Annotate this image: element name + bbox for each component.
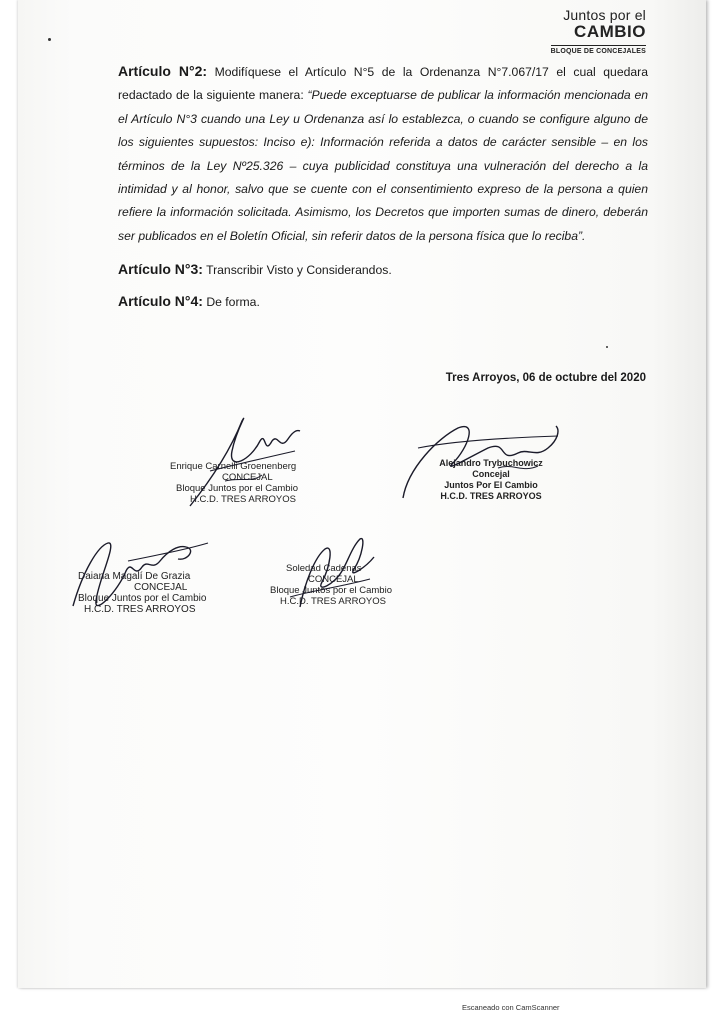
- signature-block-2: [438, 458, 544, 502]
- handwritten-signature-4: [270, 527, 400, 617]
- signer-council: H.C.D. TRES ARROYOS: [84, 604, 196, 615]
- article-3-heading: Artículo N°3:: [118, 261, 203, 278]
- signature-block-3: [78, 571, 206, 615]
- article-4-text: De forma.: [202, 295, 260, 310]
- handwritten-signature-1: [170, 411, 310, 511]
- signer-role: CONCEJAL: [134, 582, 188, 593]
- article-3-text: Transcribir Visto y Considerandos.: [202, 263, 392, 278]
- signature-block-1: [170, 461, 298, 505]
- signer-name: Soledad Cadenas: [286, 563, 362, 574]
- signer-name: Alejandro Trybuchowicz: [439, 458, 543, 468]
- scanner-watermark: Escaneado con CamScanner: [462, 1003, 560, 1012]
- signer-bloc: Bloque Juntos por el Cambio: [78, 593, 207, 604]
- article-2-intro: Modifíquese el Artículo N°5 de la Ordenanza N°7.067/17 el cual quedara redactado de la siguiente manera:: [118, 65, 648, 103]
- document-date: Tres Arroyos, 06 de octubre del 2020: [445, 372, 646, 384]
- article-2: [118, 60, 648, 248]
- signer-role: CONCEJAL: [222, 472, 273, 483]
- article-4-heading: Artículo N°4:: [118, 293, 203, 310]
- signer-bloc: Juntos Por El Cambio: [444, 480, 538, 490]
- scan-speck: [48, 38, 51, 41]
- logo-line-3: BLOQUE DE CONCEJALES: [551, 45, 646, 56]
- scan-speck: [606, 346, 608, 348]
- document-body: [118, 60, 648, 312]
- signer-council: H.C.D. TRES ARROYOS: [280, 596, 386, 607]
- article-4: [118, 291, 648, 312]
- handwritten-signature-2: [398, 418, 568, 508]
- logo-line-2: CAMBIO: [574, 22, 646, 41]
- signer-bloc: Bloque Juntos por el Cambio: [176, 483, 298, 494]
- logo-line-1: Juntos por el: [563, 7, 646, 23]
- article-2-heading: Artículo N°2:: [118, 63, 208, 79]
- signer-name: Enrique Carnelli Groenenberg: [170, 461, 297, 472]
- signer-council: H.C.D. TRES ARROYOS: [440, 491, 542, 501]
- signer-role: Concejal: [472, 469, 510, 479]
- signer-council: H.C.D. TRES ARROYOS: [190, 494, 296, 505]
- article-2-quote: “Puede exceptuarse de publicar la información mencionada en el Artículo N°3 cuando una Ley u Ordenanza así lo establezca, o cuando se configure alguno de los siguientes supuestos: Inciso e): Información referida a datos de carácter sensible – en los términos de la Ley Nº25.326 – cuya publicidad constituya una vulneración del derecho a la intimidad y al honor, salvo que se cuente con el consentimiento expreso de la persona a quien refiere la información solicitada. Asimismo, los Decretos que importen sumas de dinero, deberán ser publicados en el Boletín Oficial, sin referir datos de la persona física que lo reciba”.: [118, 88, 648, 243]
- signer-name: Daiana Magalí De Grazia: [78, 571, 191, 582]
- handwritten-signature-3: [68, 531, 218, 621]
- signer-role: CONCEJAL: [308, 574, 359, 585]
- signature-block-4: [270, 563, 392, 607]
- article-3: [118, 259, 648, 280]
- party-logo: [536, 8, 646, 58]
- signer-bloc: Bloque Juntos por el Cambio: [270, 585, 392, 596]
